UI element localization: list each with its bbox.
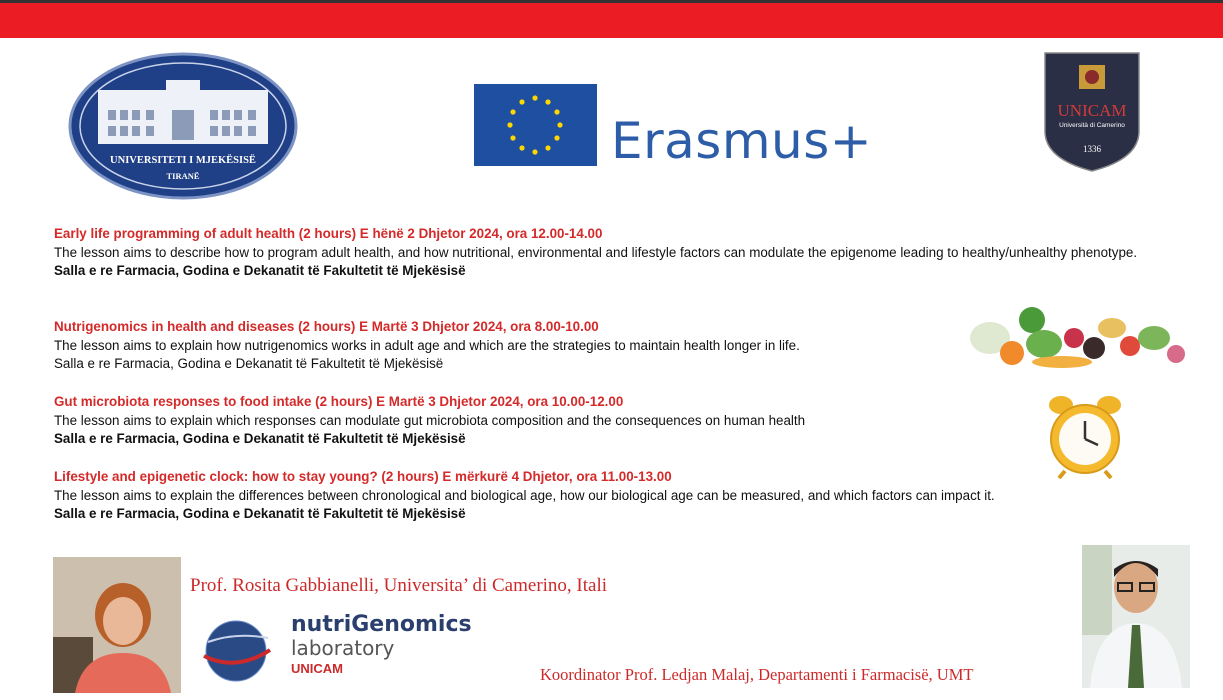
nutrigenomics-title: nutriGenomics <box>291 612 472 637</box>
nutrigenomics-subtitle: laboratory <box>291 636 395 660</box>
unicam-logo <box>1043 51 1141 173</box>
vegetables-illustration <box>962 298 1198 374</box>
unicam-logo-year: 1336 <box>1083 144 1101 154</box>
nutrigenomics-institution: UNICAM <box>291 661 343 676</box>
lesson-4 <box>54 468 1194 524</box>
professor-photo <box>53 557 181 693</box>
lesson-3 <box>54 393 1194 449</box>
umt-logo-city: TIRANË <box>166 171 200 181</box>
unicam-logo-name: UNICAM <box>1057 101 1127 120</box>
lesson-venue: Salla e re Farmacia, Godina e Dekanatit të Fakultetit të Mjekësisë <box>54 431 466 446</box>
coordinator-photo <box>1082 545 1190 688</box>
top-red-bar <box>0 0 1223 38</box>
alarm-clock-icon <box>1043 393 1127 479</box>
nutrigenomics-logo <box>291 613 472 679</box>
lesson-title: Nutrigenomics in health and diseases (2 hours) E Martë 3 Dhjetor 2024, ora 8.00-10.00 <box>54 319 599 334</box>
lesson-1 <box>54 225 1194 281</box>
nutrigenomics-globe-icon <box>200 616 272 686</box>
lesson-title: Lifestyle and epigenetic clock: how to stay young? (2 hours) E mërkurë 4 Dhjetor, ora 11.00-13.00 <box>54 469 672 484</box>
eu-flag <box>474 84 597 166</box>
professor-name: Prof. Rosita Gabbianelli, Universita’ di Camerino, Itali <box>190 575 608 596</box>
coordinator-name: Koordinator Prof. Ledjan Malaj, Departamenti i Farmacisë, UMT <box>540 665 974 684</box>
lesson-title: Early life programming of adult health (2 hours) E hënë 2 Dhjetor 2024, ora 12.00-14.00 <box>54 226 603 241</box>
lesson-description: The lesson aims to describe how to program adult health, and how nutritional, environmental and lifestyle factors can modulate the epigenome leading to healthy/unhealthy phenotype. <box>54 244 1138 260</box>
unicam-logo-subtitle: Università di Camerino <box>1059 122 1125 129</box>
umt-logo <box>68 52 298 200</box>
lesson-title: Gut microbiota responses to food intake (2 hours) E Martë 3 Dhjetor 2024, ora 10.00-12.00 <box>54 394 624 409</box>
lesson-venue: Salla e re Farmacia, Godina e Dekanatit të Fakultetit të Mjekësisë <box>54 356 444 371</box>
lesson-venue: Salla e re Farmacia, Godina e Dekanatit të Fakultetit të Mjekësisë <box>54 506 466 521</box>
lesson-description: The lesson aims to explain how nutrigenomics works in adult age and which are the strategies to maintain health longer in life. <box>54 337 800 353</box>
erasmus-plus-wordmark: Erasmus+ <box>611 112 873 170</box>
lesson-description: The lesson aims to explain which responses can modulate gut microbiota composition and the consequences on human health <box>54 412 806 428</box>
umt-logo-name: UNIVERSITETI I MJEKËSISË <box>110 155 256 166</box>
lesson-description: The lesson aims to explain the differences between chronological and biological age, how our biological age can be measured, and which factors can impact it. <box>54 487 995 503</box>
lesson-venue: Salla e re Farmacia, Godina e Dekanatit të Fakultetit të Mjekësisë <box>54 263 466 278</box>
